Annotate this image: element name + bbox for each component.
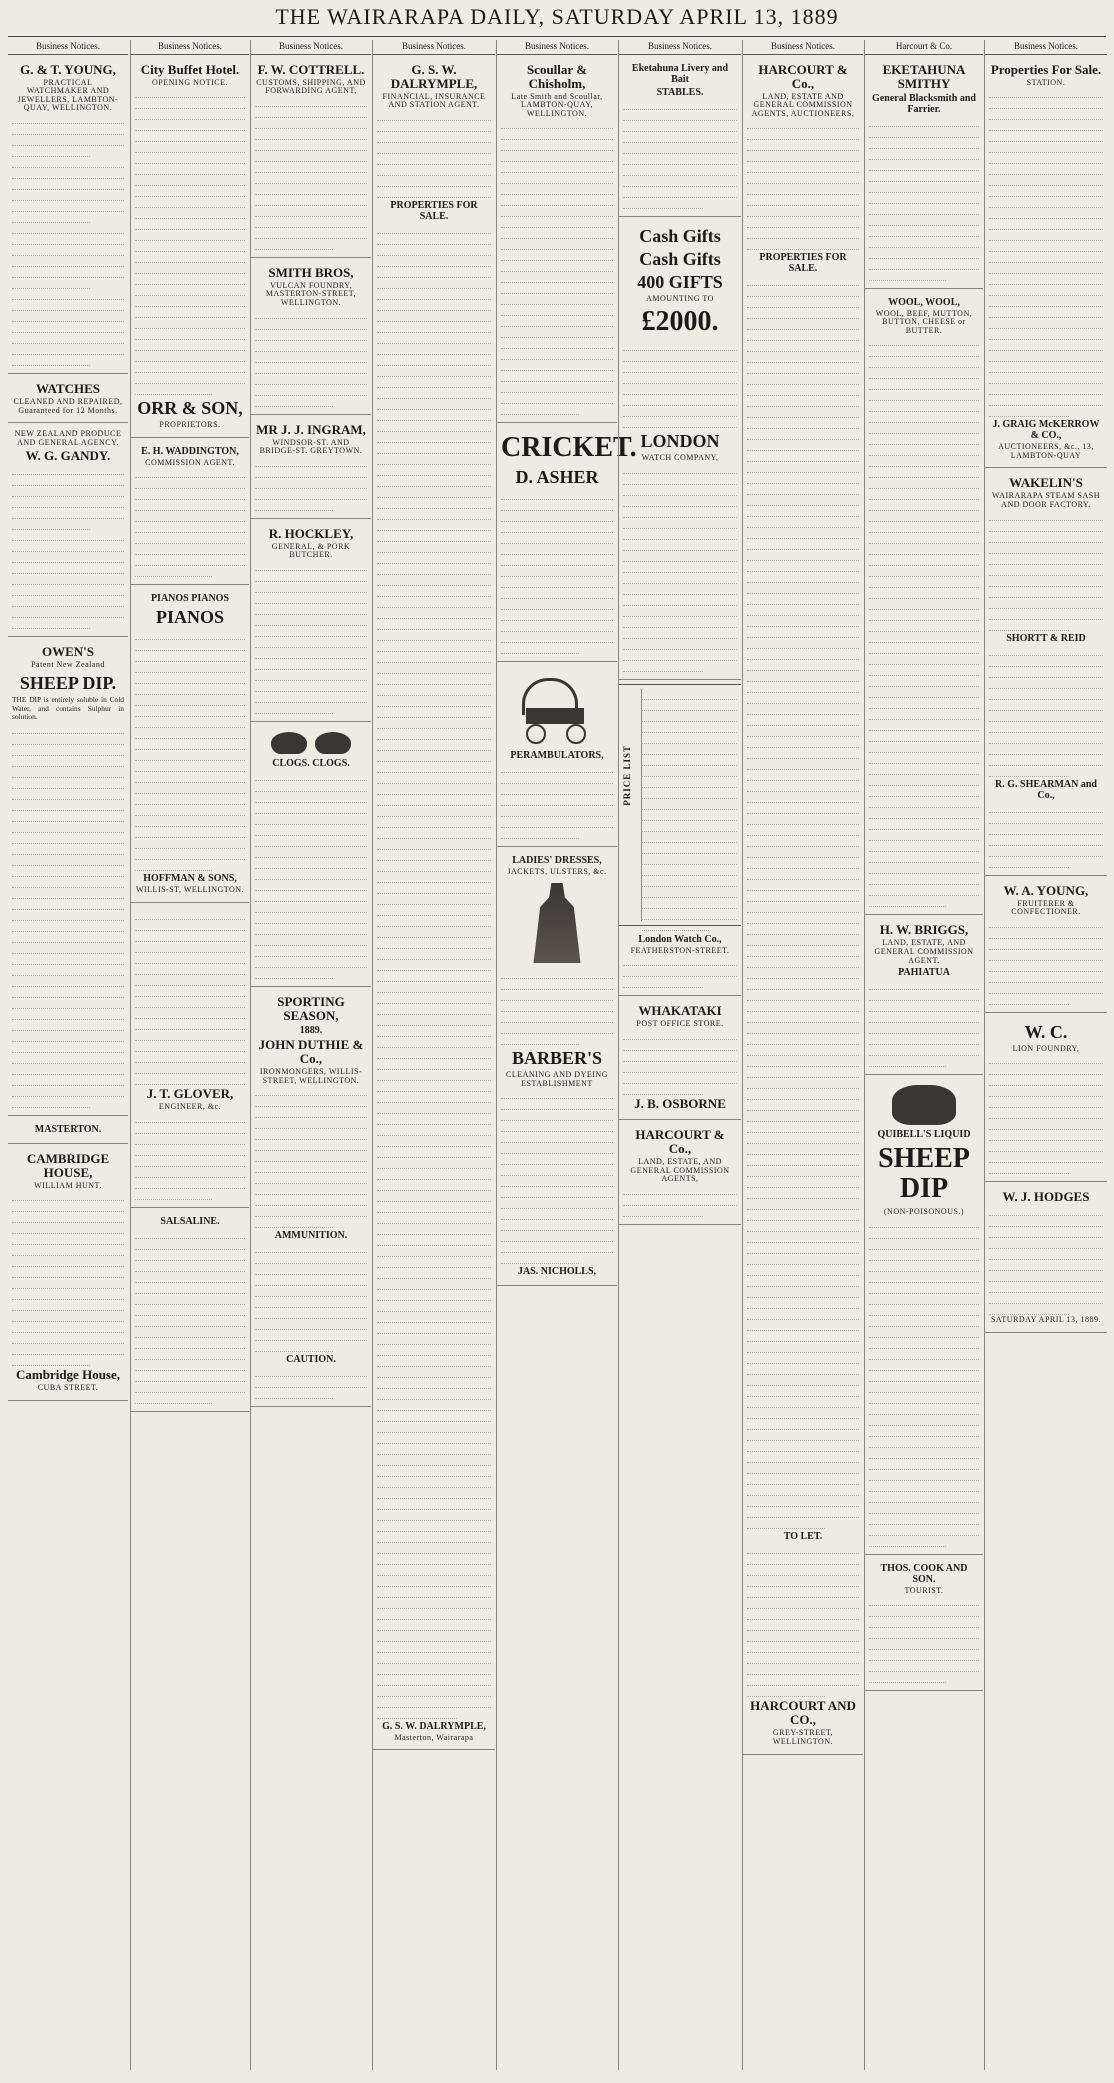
ad-barbers-sub: CLEANING AND DYEING ESTABLISHMENT [506, 1069, 608, 1088]
ad-watches [8, 378, 128, 423]
masthead-rule [8, 36, 1106, 37]
ad-thos-cook [865, 1559, 983, 1692]
ad-subtitle: WAIRARAPA STEAM SASH AND DOOR FACTORY. [992, 491, 1100, 509]
ad-cash-gifts [619, 221, 741, 680]
lady-figure-illustration [529, 883, 585, 963]
ad-title: PERAMBULATORS, [510, 750, 604, 762]
ad-title: London Watch Co., [638, 933, 722, 945]
ad-title: CRICKET. [501, 432, 637, 464]
ad-title: WOOL, WOOL, [888, 296, 960, 308]
ad-title: SMITH BROS, [268, 264, 354, 280]
ad-title: W. C. [1024, 1021, 1068, 1042]
ad-duthie: JOHN DUTHIE & Co., [258, 1036, 364, 1066]
ad-cambridge-house [8, 1148, 128, 1401]
clog-icon [271, 732, 307, 754]
column-header: Business Notices. [743, 40, 863, 55]
ad-waddington [131, 442, 249, 586]
ad-title: WHAKATAKI [638, 1003, 722, 1019]
masthead-title: THE WAIRARAPA DAILY, SATURDAY APRIL 13, 1889 [275, 4, 839, 29]
ad-title: City Buffet Hotel. [140, 61, 240, 77]
column-7 [742, 40, 863, 2070]
ad-city-buffet [131, 59, 249, 438]
ad-shearman: R. G. SHEARMAN and Co., [995, 778, 1097, 801]
imprint-date: SATURDAY APRIL 13, 1889. [990, 1315, 1101, 1325]
ad-london-watch-co [619, 930, 741, 997]
ad-scoullar [497, 59, 617, 424]
ad-asher: D. ASHER [515, 467, 599, 488]
ad-title: THOS. COOK AND SON. [880, 1562, 968, 1585]
ad-subtitle: CLEANED AND REPAIRED, Guaranteed for 12 Months. [13, 396, 123, 415]
ad-title: Eketahuna Livery and Bait [631, 62, 729, 85]
ad-glover [131, 907, 249, 1208]
column-header: Business Notices. [8, 40, 128, 55]
ad-subtitle: PROPRIETORS. [159, 420, 221, 430]
ad-title-footer: Cambridge House, [16, 1367, 120, 1383]
ad-title: J. T. GLOVER, [146, 1085, 234, 1101]
ad-salsaline [131, 1212, 249, 1412]
ad-subtitle: FEATHERSTON-STREET. [630, 945, 730, 955]
ad-subtitle: NEW ZEALAND PRODUCE AND GENERAL AGENCY. [14, 429, 122, 447]
ad-quibells-sheep-dip [865, 1079, 983, 1555]
ad-subtitle: TOURIST. [904, 1585, 944, 1595]
column-1 [8, 40, 128, 2070]
ad-pianos [131, 589, 249, 903]
ad-title: CLOGS. CLOGS. [272, 757, 350, 769]
ad-subtitle: FRUITERER & CONFECTIONER. [1011, 898, 1081, 917]
sheep-illustration [892, 1085, 956, 1125]
column-header: Business Notices. [497, 40, 617, 55]
ad-subtitle: LAND, ESTATE, AND GENERAL COMMISSION AGENTS, [630, 1156, 730, 1184]
ad-osborne: J. B. OSBORNE [634, 1095, 726, 1111]
ad-barbers: BARBER'S [511, 1047, 603, 1068]
column-header: Business Notices. [985, 40, 1107, 55]
ad-gifts: 400 GIFTS [637, 271, 723, 292]
perambulator-illustration [512, 674, 602, 744]
ad-title: HARCOURT & Co., [758, 61, 848, 91]
ad-subtitle: LAND, ESTATE AND GENERAL COMMISSION AGENTS, AUCTIONEERS, [751, 91, 855, 118]
ad-amount: £2000. [641, 306, 719, 338]
ad-duthie-sub: IRONMONGERS, WILLIS-STREET, WELLINGTON. [259, 1066, 363, 1085]
ad-subtitle: OPENING NOTICE. [152, 77, 228, 87]
ad-subtitle: JACKETS, ULSTERS, &c. [507, 867, 607, 877]
ad-title: SALSALINE. [160, 1215, 220, 1227]
ad-title: QUIBELL'S LIQUID [877, 1129, 971, 1141]
ad-harcourt-footer [619, 1124, 741, 1225]
ad-title: CAMBRIDGE HOUSE, [26, 1150, 110, 1180]
ad-caution: CAUTION. [286, 1354, 336, 1366]
ad-title: WATCHES [35, 380, 101, 396]
ad-subtitle-footer: CUBA STREET. [37, 1383, 99, 1393]
ad-subtitle: General Blacksmith and Farrier. [872, 92, 976, 115]
ad-properties-for-sale [985, 59, 1107, 469]
ad-subtitle: (NON-POISONOUS.) [883, 1207, 965, 1217]
column-8 [864, 40, 983, 2070]
ad-title: WAKELIN'S [1009, 475, 1083, 491]
ad-subtitle: Patent New Zealand [31, 660, 105, 670]
ad-young-watchmakers [8, 59, 128, 374]
ad-dalrymple [373, 59, 495, 1751]
clog-icon [315, 732, 351, 754]
ad-headline: SHEEP DIP. [19, 672, 117, 693]
ad-headline: SHEEP DIP [878, 1143, 970, 1205]
ad-body: THE DIP is entirely soluble in Cold Water, and contains Sulphur in solution. [12, 694, 124, 722]
column-6 [618, 40, 741, 2070]
ad-nicholls: JAS. NICHOLLS, [517, 1266, 597, 1278]
ad-perambulators [497, 666, 617, 847]
ad-eketahuna-livery [619, 59, 741, 217]
ad-properties: PROPERTIES FOR SALE. [390, 199, 478, 222]
column-3 [250, 40, 371, 2070]
column-header: Business Notices. [373, 40, 495, 55]
ad-owens-sheep-dip [8, 641, 128, 1115]
ad-subtitle: COMMISSION AGENT. [145, 457, 235, 467]
ad-subtitle: STABLES. [656, 86, 704, 98]
ad-subtitle: WILLIS-ST, WELLINGTON. [135, 885, 245, 895]
ad-ammunition: AMMUNITION. [274, 1230, 348, 1242]
ad-harcourt-footer: HARCOURT AND CO., [750, 1698, 856, 1728]
column-header: Harcourt & Co. [865, 40, 983, 55]
ad-title: G. S. W. DALRYMPLE, [390, 61, 478, 91]
ad-dalrymple-footer-sub: Masterton, Wairarapa [394, 1732, 474, 1742]
column-header: Business Notices. [619, 40, 741, 55]
ad-mckerrow-sub: AUCTIONEERS, &c., 13, LAMBTON-QUAY [998, 442, 1094, 460]
ad-title: R. HOCKLEY, [268, 525, 354, 541]
ad-subtitle: FINANCIAL, INSURANCE AND STATION AGENT. [382, 91, 486, 110]
ad-subtitle: 1889. [299, 1024, 323, 1036]
ad-clogs [251, 726, 371, 987]
ad-title: MR J. J. INGRAM, [256, 421, 366, 437]
ad-subtitle: WINDSOR-ST. AND BRIDGE-ST. GREYTOWN. [259, 437, 363, 456]
ad-wool [865, 293, 983, 916]
column-4 [372, 40, 495, 2070]
ad-subtitle: Late Smith and Scoullar, LAMBTON-QUAY, WELLINGTON. [511, 91, 603, 118]
ad-title: H. W. BRIGGS, [879, 922, 969, 938]
ad-subtitle: GENERAL, & PORK BUTCHER. [271, 541, 351, 560]
ad-harcourt-footer-sub: GREY-STREET, WELLINGTON. [772, 1728, 834, 1746]
column-2 [130, 40, 249, 2070]
ad-title: Properties For Sale. [990, 61, 1102, 77]
ad-sporting-season [251, 991, 371, 1407]
ad-subtitle: PRACTICAL WATCHMAKER AND JEWELLERS, LAMBTON-QUAY, WELLINGTON. [17, 77, 119, 113]
ad-subtitle: VULCAN FOUNDRY, MASTERTON-STREET, WELLINGTON. [265, 280, 357, 307]
ad-young-fruiterer [985, 880, 1107, 1013]
ad-subtitle: WOOL, BEEF, MUTTON, BUTTON, CHEESE or BUTTER. [875, 308, 973, 335]
ad-cottrell [251, 59, 371, 258]
ad-ingram [251, 419, 371, 519]
ad-subtitle: STATION. [1026, 77, 1066, 87]
ad-title: E. H. WADDINGTON, [141, 445, 239, 457]
ad-gandy [8, 427, 128, 637]
price-list-table [619, 684, 741, 926]
ad-title: SPORTING SEASON, [277, 993, 345, 1023]
ad-hodges [985, 1186, 1107, 1333]
ad-to-let: TO LET. [783, 1531, 823, 1543]
ad-subtitle: CUSTOMS, SHIPPING, AND FORWARDING AGENT, [256, 77, 366, 96]
ad-properties: PROPERTIES FOR SALE. [759, 252, 847, 275]
ad-title: Cash Gifts [639, 225, 721, 246]
ad-orr-son: ORR & SON, [137, 398, 243, 419]
ad-title: F. W. COTTRELL. [257, 61, 365, 77]
ad-title: HARCOURT & Co., [635, 1126, 725, 1156]
ad-subtitle: WILLIAM HUNT. [34, 1180, 102, 1190]
ad-title: W. G. GANDY. [25, 448, 111, 464]
column-header: Business Notices. [251, 40, 371, 55]
ad-subtitle: LION FOUNDRY, [1012, 1043, 1080, 1053]
column-header: Business Notices. [131, 40, 249, 55]
column-9 [984, 40, 1107, 2070]
ad-title: EKETAHUNA SMITHY [882, 61, 966, 91]
ad-title: G. & T. YOUNG, [20, 61, 116, 77]
ad-title: LADIES' DRESSES, [512, 855, 602, 867]
ad-london-sub: WATCH COMPANY, [641, 453, 719, 463]
ad-subtitle: LAND, ESTATE, AND GENERAL COMMISSION AGENT. [874, 938, 974, 965]
ad-title: MASTERTON. [34, 1123, 102, 1135]
ad-wakelins [985, 472, 1107, 875]
ad-gifts-sub: AMOUNTING TO [646, 293, 714, 303]
ad-shortt-reid: SHORTT & REID [1006, 632, 1086, 644]
ad-subtitle: ENGINEER, &c. [158, 1101, 222, 1111]
ad-subtitle: Cash Gifts [639, 248, 721, 269]
clogs-illustration [255, 732, 367, 754]
ad-cricket [497, 427, 637, 662]
ad-title: W. A. YOUNG, [1003, 882, 1089, 898]
ad-harcourt [743, 59, 863, 1755]
ad-title: OWEN'S [41, 644, 94, 660]
ad-whakataki [619, 1000, 741, 1120]
ad-title: PIANOS PIANOS [150, 593, 230, 605]
ad-eketahuna-smithy [865, 59, 983, 289]
price-list-label: PRICE LIST [622, 744, 632, 806]
ad-hockley [251, 523, 371, 722]
ad-dalrymple-footer: G. S. W. DALRYMPLE, [382, 1720, 486, 1732]
ad-london: LONDON [640, 431, 720, 452]
ad-mckerrow: J. GRAIG McKERROW & CO., [992, 419, 1100, 442]
ad-title: W. J. HODGES [1002, 1189, 1090, 1205]
ad-masterton [8, 1120, 128, 1144]
ad-subtitle: POST OFFICE STORE. [636, 1019, 724, 1029]
ad-pahiatua: PAHIATUA [898, 967, 950, 979]
ad-title: Scoullar & Chisholm, [526, 61, 588, 91]
ad-smith-bros [251, 262, 371, 415]
ad-hoffman: HOFFMAN & SONS, [143, 873, 237, 885]
ad-lion-foundry [985, 1017, 1107, 1183]
ad-headline: PIANOS [155, 607, 224, 628]
ad-ladies-dresses [497, 851, 617, 1286]
ad-briggs [865, 919, 983, 1075]
